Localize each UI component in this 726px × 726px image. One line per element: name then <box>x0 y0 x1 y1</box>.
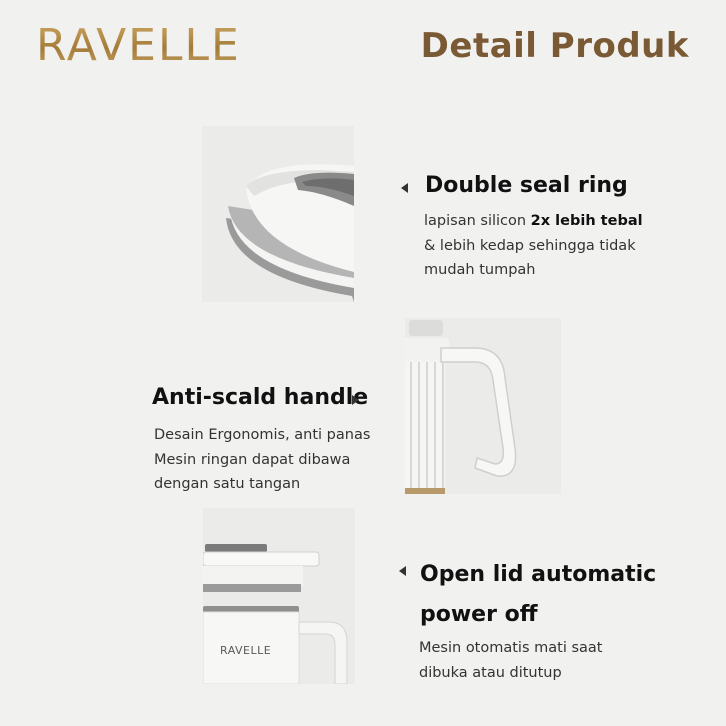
feature-title-handle: Anti-scald handle <box>152 385 369 410</box>
seal-ring-photo <box>202 126 354 302</box>
left-arrow-icon <box>401 183 408 193</box>
page-title: Detail Produk <box>420 26 689 66</box>
feature-title-seal-ring: Double seal ring <box>425 173 628 198</box>
feature-desc-seal-ring: lapisan silicon 2x lebih tebal & lebih kedap sehingga tidak mudah tumpah <box>424 213 643 278</box>
left-arrow-icon <box>399 566 406 576</box>
feature-desc-highlight: 2x lebih tebal <box>530 213 643 229</box>
right-arrow-icon <box>352 395 359 405</box>
feature-title-open-lid: Open lid automatic power off <box>420 562 657 627</box>
brand-logo: RAVELLE <box>36 20 241 71</box>
feature-desc-open-lid: Mesin otomatis mati saat dibuka atau ditutup <box>419 640 603 681</box>
feature-desc-handle: Desain Ergonomis, anti panas Mesin ringan dapat dibawa dengan satu tangan <box>154 427 371 492</box>
handle-photo <box>405 318 561 494</box>
product-logo-label: RAVELLE <box>220 644 272 657</box>
open-lid-photo <box>203 508 355 684</box>
